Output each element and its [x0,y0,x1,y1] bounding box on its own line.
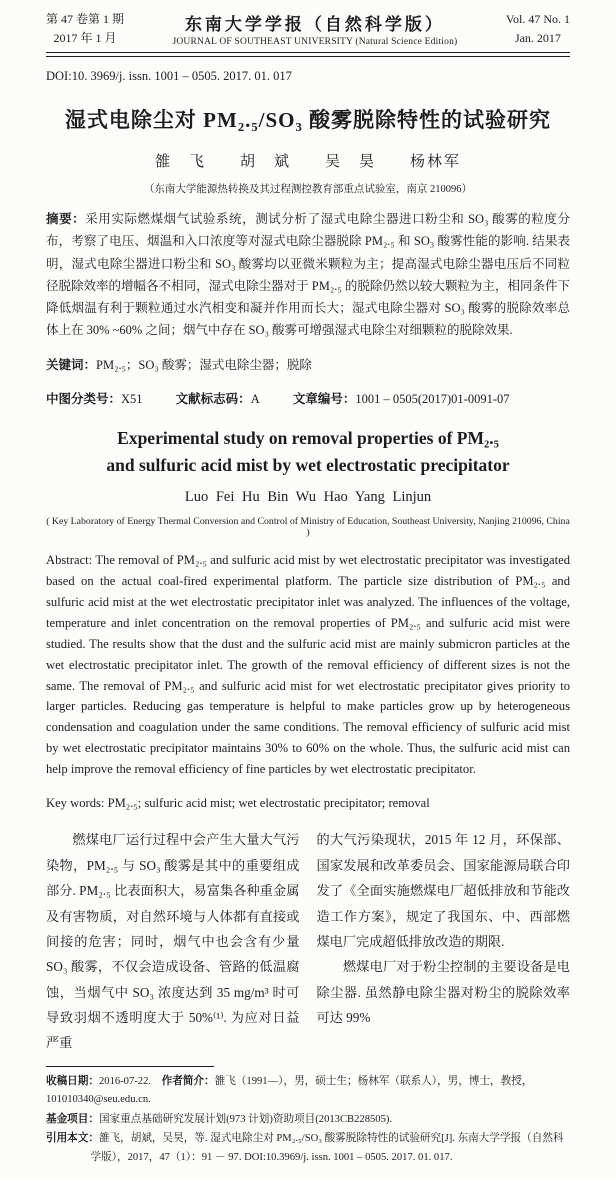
keywords-label-en: Key words: [46,795,105,810]
footnote-rule [46,1066,214,1067]
volume-issue-en: Vol. 47 No. 1 [505,12,570,26]
citation-value: 雒飞，胡斌，吴昊，等. 湿式电除尘对 PM₂.₅/SO₃ 酸雾脱除特性的试验研究[J]. 东南大学学报（自然科学版），2017，47（1）：91 － 97. DOI:10.3969/j. issn. 1001 – 0505. 2017. 01. 017. [90,1133,564,1163]
article-title-cn: 湿式电除尘对 PM₂.₅/SO₃ 酸雾脱除特性的试验研究 [64,108,552,133]
body-columns [46,827,570,1055]
abstract-text-en: The removal of PM₂.₅ and sulfuric acid mist by wet electrostatic precipitator was investigated based on the actual coal-fired experimental platform. The particle size distribution of PM₂.₅ and sulfuric acid mist at the wet electrostatic precipitator inlet was analyzed. The influences of the voltage, temperature and inlet concentration on the removal properties of PM₂.₅ and sulfuric acid mist were studied. The results show that the dust and the sulfuric acid mist are mainly submicron particles at the wet electrostatic precipitator inlet. The growth of the removal efficiency of different sizes is not the same. The removal of PM₂.₅ and sulfuric acid mist for wet electrostatic precipitator gives priority to larger particles. Reducing gas temperature is helpful to make particles grow up by heterogeneous condensation and coagulation under the same conditions. The removal efficiency of sulfuric acid mist by wet electrostatic precipitator maintains 30% to 60% on the whole. Thus, the sulfuric acid mist can help improve the removal efficiency of fine particles by wet electrostatic precipitator. [46,553,571,777]
date-en: Jan. 2017 [514,30,561,45]
keywords-en [46,793,570,814]
received-label: 收稿日期： [46,1074,99,1087]
article-id-segment [293,392,510,406]
citation-label: 引用本文： [46,1132,99,1145]
body-paragraph: 的大气污染现状，2015 年 12 月，环保部、国家发展和改革委员会、国家能源局联合印发了《全面实施燃煤电厂超低排放和节能改造工作方案》，规定了我国东、中、西部燃煤电厂完成超低排放改造的期限. [316,832,570,949]
abstract-en [46,550,570,780]
bio-value: 雒飞（1991—），男，硕士生；杨林军（联系人），男，博士，教授，101010340@seu.edu.cn. [46,1075,533,1106]
doc-code-segment [176,392,260,406]
header-left-block [46,10,124,47]
abstract-text-cn: 采用实际燃煤烟气试验系统，测试分析了湿式电除尘器进口粉尘和 SO₃ 酸雾的粒度分布，考察了电压、烟温和入口浓度等对湿式电除尘器脱除 PM₂.₅ 和 SO₃ 酸雾性能的影响. 结果表明，湿式电除尘器进口粉尘和 SO₃ 酸雾均以亚微米颗粒为主；提高湿式电除尘器电压后不同粒径脱除效率的增幅各不相同，湿式电除尘器对于 PM₂.₅ 的脱除仍然以较大颗粒为主，相同条件下降低烟温有利于颗粒通过水汽相变和凝并作用而长大；湿式电除尘器对 SO₃ 酸雾的脱除效率总体上在 30% ~60% 之间；烟气中存在 SO₃ 酸雾可增强湿式电除尘对细颗粒的脱除效果. [46,212,570,338]
footnote-citation [46,1129,570,1167]
keywords-label-cn: 关键词： [46,358,97,373]
body-paragraph: 燃煤电厂对于粉尘控制的主要设备是电除尘器. 虽然静电除尘器对粉尘的脱除效率可达 99% [316,959,570,1025]
footnote-fund [46,1110,570,1130]
date-cn: 2017 年 1 月 [53,30,117,45]
authors-en: Luo Fei Hu Bin Wu Hao Yang Linjun [184,489,432,506]
doi-line: DOI:10. 3969/j. issn. 1001 – 0505. 2017. 01. 017 [46,69,292,84]
abstract-cn [46,208,570,342]
keywords-text-cn: PM₂.₅；SO₃ 酸雾；湿式电除尘器；脱除 [96,358,312,373]
received-value: 2016-07-22. [98,1075,152,1087]
affiliation-cn: （东南大学能源热转换及其过程测控教育部重点试验室，南京 210096） [143,184,473,196]
article-id-value: 1001 – 0505(2017)01-0091-07 [355,391,510,406]
body-paragraph: 燃煤电厂运行过程中会产生大量大气污染物，PM₂.₅ 与 SO₃ 酸雾是其中的重要组成部分. PM₂.₅ 比表面积大，易富集各种重金属及有害物质，对自然环境与人体都有直接或间接的危害；同时，烟气中也会含有少量 SO₃ 酸雾，不仅会造成设备、管路的低温腐蚀，当烟气中 SO₃ 浓度达到 35 mg/m³ 时可导致羽烟不透明度大于 50%⁽¹⁾. 为应对日益严重 [46,832,300,1051]
clc-value: X51 [121,391,143,406]
header-right-block [506,10,570,47]
article-title-en-line1: Experimental study on removal properties of PM₂.₅ [117,427,499,448]
footnote-received-bio [46,1072,570,1110]
journal-name-en: JOURNAL OF SOUTHEAST UNIVERSITY (Natural Science Edition) [172,37,458,48]
affiliation-en: ( Key Laboratory of Energy Thermal Conversion and Control of Ministry of Education, Southeast University, Nanjing 210096, China ) [46,516,570,539]
authors-cn: 雒 飞 胡 斌 吴 昊 杨林军 [154,154,461,171]
article-title-en-line2: and sulfuric acid mist by wet electrostatic precipitator [106,455,510,476]
journal-header [46,10,570,47]
doc-code-value: A [250,391,260,406]
fund-value: 国家重点基础研究发展计划(973 计划)资助项目(2013CB228505). [98,1113,393,1125]
keywords-text-en: PM₂.₅; sulfuric acid mist; wet electrostatic precipitator; removal [107,795,430,810]
header-double-rule [46,52,570,57]
body-column-right [317,827,571,1055]
clc-label: 中图分类号： [46,391,122,406]
footnotes-block [46,1072,570,1168]
fund-label: 基金项目： [46,1112,99,1125]
article-title-en [46,425,570,479]
volume-issue-cn: 第 47 卷第 1 期 [46,12,125,26]
article-id-label: 文章编号： [292,391,356,406]
keywords-cn [46,354,570,376]
classification-line [46,389,570,407]
abstract-label-cn: 摘要： [46,212,86,227]
doc-code-label: 文献标志码： [175,391,251,406]
header-center-block [124,10,506,47]
bio-label: 作者简介： [161,1074,215,1087]
clc-segment [46,392,143,406]
abstract-label-en: Abstract: [46,553,93,568]
journal-name-cn: 东南大学学报（自然科学版） [184,15,445,35]
body-column-left [46,827,300,1055]
